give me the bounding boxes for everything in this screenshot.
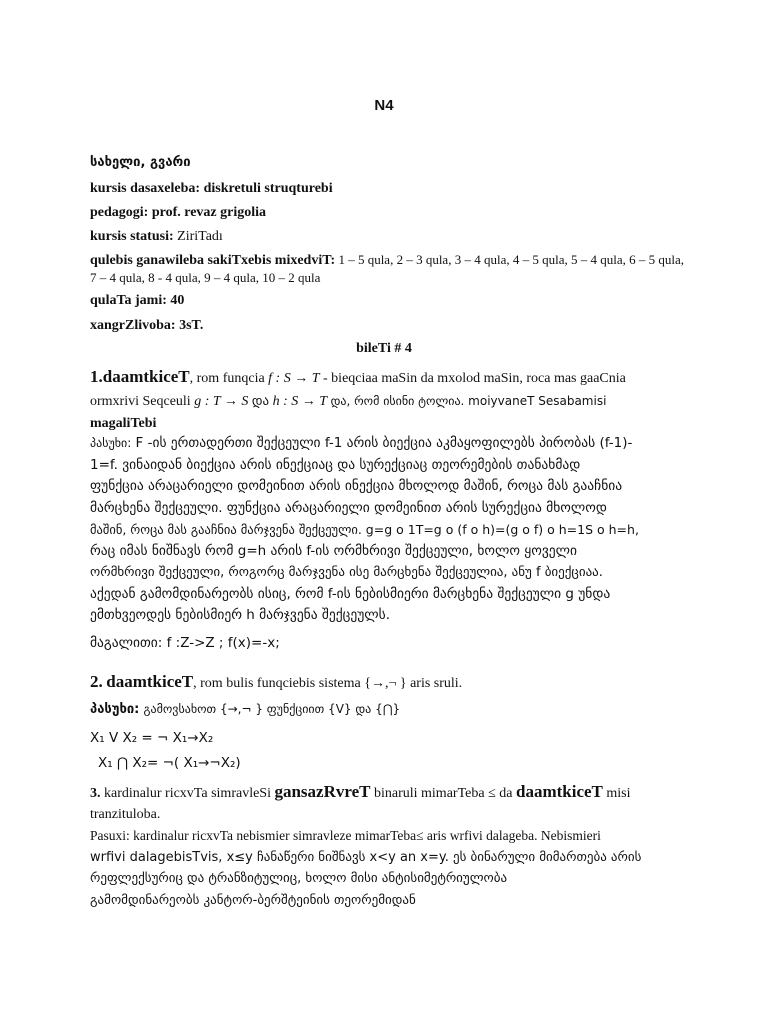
question-2-number: 2.: [90, 672, 103, 691]
question-1-text-f: magaliTebi: [90, 416, 157, 431]
formula-and: X₁ ⋂ X₂= ¬( X₁→¬X₂): [98, 755, 241, 771]
question-3-lead-2: daamtkiceT: [515, 782, 603, 801]
question-3-text-d: tranzituloba.: [90, 807, 161, 822]
question-3-lead-1: gansazRvreT: [274, 782, 371, 801]
question-1-text-e: და, რომ ისინი ტოლია. moiyvaneT Sesabamisi: [330, 394, 607, 408]
question-1-number: 1.: [90, 367, 103, 386]
status-value: ZiriTadı: [177, 229, 223, 244]
total-value: 40: [170, 293, 185, 308]
scoring-value: 1 – 5 qula, 2 – 3 qula, 3 – 4 qula, 4 – 5 qula, 5 – 4 qula, 6 – 5 qula, 7 – 4 qula, 8 - 4 qula, 9 – 4 qula, 10 – 2 qula: [90, 252, 684, 285]
answer-1-line-1: F -ის ერთადერთი შექცეული f-1 არის ბიექცია აკმაყოფილებს პირობას (f-1)-: [135, 435, 633, 451]
question-3-text-c: misi: [606, 786, 631, 801]
scoring-field: [90, 251, 686, 286]
question-1: [90, 366, 686, 435]
answer-1-line-9: ემთხვეოდეს ნებისმიერ h მარჯვენა შექცეულს.: [90, 607, 390, 623]
answer-1-line-6: რაც იმას ნიშნავს რომ g=h არის f-ის ორმხრივი შექცეული, ხოლო ყოველი: [90, 542, 578, 559]
question-1-text-c: ormxrivi Seqceuli: [90, 394, 191, 409]
answer-3: [90, 825, 686, 911]
question-1-h-map: h : S → T: [272, 394, 328, 409]
status-field: [90, 227, 223, 247]
teacher-value: prof. revaz grigolia: [151, 205, 267, 220]
course-label: kursis dasaxeleba:: [90, 181, 201, 196]
question-3-number: 3.: [90, 786, 101, 801]
answer-1-line-4: მარცხენა შექცეული. ფუნქცია არაცარიელი დომეინით არის სურექცია მხოლოდ: [90, 499, 607, 516]
total-label: qulaTa jami:: [90, 293, 167, 308]
question-1-text-b: - bieqciaa maSin da mxolod maSin, roca mas gaaCnia: [323, 371, 626, 386]
duration-label: xangrZlivoba:: [90, 318, 176, 333]
answer-1-line-7: ორმხრივი შექცეული, როგორც მარჯვენა ისე მარცხენა შექცეულია, ანუ f ბიექციაა.: [90, 565, 603, 580]
answer-1-example: მაგალითი: f :Z->Z ; f(x)=-x;: [90, 634, 280, 651]
answer-1-label: პასუხი:: [90, 436, 132, 450]
answer-3-line-3: რეფლექსურიც და ტრანზიტულიც, ხოლო მისი ანტისიმეტრიულობა: [90, 871, 508, 886]
answer-3-line-4: გამომდინარეობს კანტორ-ბერშტეინის თეორემიდან: [90, 892, 416, 908]
question-2: [90, 671, 686, 695]
question-1-g-map: g : T → S: [194, 394, 249, 409]
question-1-f-map: f : S → T: [268, 371, 320, 386]
name-field: [90, 153, 191, 173]
course-field: [90, 179, 333, 199]
formula-or: X₁ V X₂ = ¬ X₁→X₂: [90, 730, 214, 746]
answer-2-label: პასუხი:: [90, 702, 140, 717]
duration-value: 3sT.: [179, 318, 204, 333]
status-label: kursis statusi:: [90, 229, 174, 244]
question-2-text: , rom bulis funqciebis sistema {→,¬ } aris sruli.: [193, 676, 463, 691]
question-1-text-a: , rom funqcia: [189, 371, 265, 386]
answer-2: [90, 702, 686, 717]
question-1-text-d: და: [251, 394, 270, 409]
total-field: [90, 291, 184, 311]
course-value: diskretuli struqturebi: [203, 181, 333, 196]
question-3-text-a: kardinalur ricxvTa simravleSi: [104, 786, 271, 801]
ticket-heading: bileTi # 4: [356, 341, 412, 356]
answer-3-line-1: Pasuxi: kardinalur ricxvTa nebismier simravleze mimarTeba≤ aris wrfivi dalageba. Nebismieri: [90, 828, 601, 843]
answer-1: [90, 433, 686, 654]
question-1-lead: daamtkiceT: [102, 367, 190, 386]
scoring-label: qulebis ganawileba sakiTxebis mixedviT:: [90, 253, 336, 268]
page-title: N4: [374, 97, 394, 114]
answer-1-line-5: მაშინ, როცა მას გააჩნია მარჯვენა შექცეული. g=g o 1T=g o (f o h)=(g o f) o h=1S o h=h,: [90, 522, 639, 537]
answer-2-text: გამოვსახოთ {→,¬ } ფუნქციით {V} და {⋂}: [143, 702, 401, 716]
question-3-text-b: binaruli mimarTeba ≤ da: [373, 786, 513, 801]
answer-1-line-3: ფუნქცია არაცარიელი დომეინით არის ინექცია მხოლოდ მაშინ, როცა მას გააჩნია: [90, 478, 623, 494]
teacher-label: pedagogi:: [90, 205, 149, 220]
answer-1-line-8: აქედან გამომდინარეობს ისიც, რომ f-ის ნებისმიერი მარცხენა შექცეული g უნდა: [90, 585, 611, 602]
duration-field: [90, 316, 203, 336]
answer-1-line-2: 1=f. ვინაიდან ბიექცია არის ინექციაც და სურექციაც თეორემების თანახმად: [90, 456, 581, 473]
answer-3-line-2: wrfivi dalagebisTvis, x≤y ჩანაწერი ნიშნავს x<y an x=y. ეს ბინარული მიმართება არის: [90, 849, 642, 865]
teacher-field: [90, 203, 266, 223]
question-3: [90, 781, 686, 825]
question-2-lead: daamtkiceT: [106, 672, 194, 691]
name-label: სახელი, გვარი: [90, 155, 191, 170]
